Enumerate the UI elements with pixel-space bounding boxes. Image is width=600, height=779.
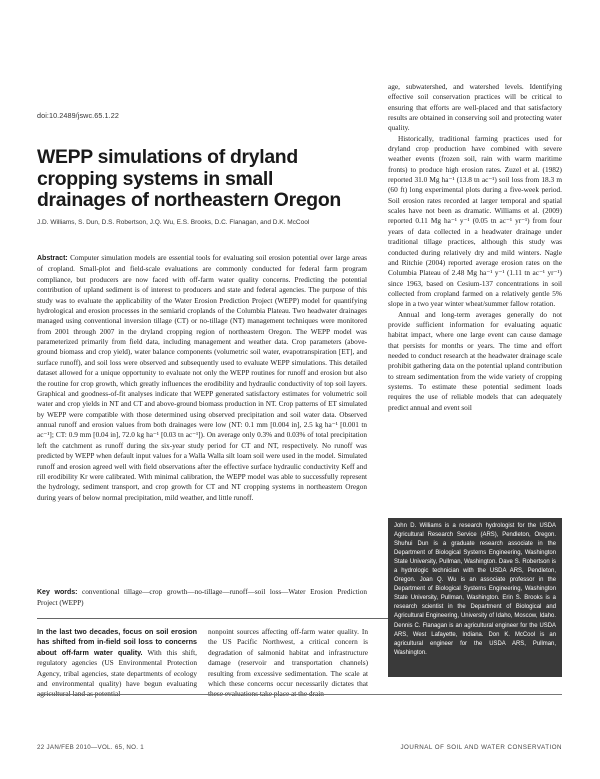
body-column-3 [388, 82, 562, 413]
paragraph: Historically, traditional farming practices used for dryland crop production have combined with severe weather events (frozen soil, rain with warm maritime fronts) to produce high erosion rates. Zuzel et al. (1982) reported 31.0 Mg ha⁻¹ (13.8 tn ac⁻¹) soil loss from 18.3 m (60 ft) long experimental plots during a five-week period. Soil erosion rates recorded at larger temporal and spatial scales have not been as dramatic. Williams et al. (2009) reported 0.11 Mg ha⁻¹ y⁻¹ (0.05 tn ac⁻¹ yr⁻¹) from four years of data collected in a headwater drainage under traditional tillage practices, although this study was conducted during relatively dry and mild winters. Nagle and Ritchie (2004) reported average erosion rates on the Columbia Plateau of 2.48 Mg ha⁻¹ y⁻¹ (1.11 tn ac⁻¹ yr⁻¹) since 1963, based on Cesium-137 concentrations in soil collected from cropland farmed on a relatively gentle 5% slope in a two year winter wheat/summer fallow rotation. [388, 133, 562, 309]
abstract-text: Computer simulation models are essential tools for evaluating soil erosion potential over large areas of cropland. Small-plot and field-scale evaluations are commonly conducted for federal farm program compliance, but producers are now faced with off-farm water quality concerns. Predicting the potential contribution of upland sediment is of interest to producers and state and federal agencies. The purpose of this study was to evaluate the applicability of the Water Erosion Prediction Project (WEPP) model for quantifying hydrological and erosion processes in the semiarid croplands of the Columbia Plateau. Two headwater drainages managed using conventional inversion tillage (CT) or no-tillage (NT) management techniques were monitored from 2001 through 2007 in the dryland cropping region of northeastern Oregon. The WEPP model was parameterized primarily from field data, including management and weather data. Crop parameters (above-ground biomass and crop yield), water balance components (volumetric soil water, evapotranspiration [ET], and surface runoff), and soil loss were observed and subsequently used to evaluate WEPP simulations. This detailed dataset allowed for a unique opportunity to evaluate not only the WEPP routines for runoff and erosion but also the routine for crop growth, which greatly influences the erodibility and hydraulic conductivity of top soil layers. Graphical and goodness-of-fit analyses indicate that WEPP generated satisfactory estimates for volumetric soil water and crop yields in NT and CT and above-ground biomass production in NT. Crop patterns of ET simulated by WEPP were compatible with those determined using observed precipitation and soil water data. Observed annual runoff and erosion values from both drainages were low (NT: 0.1 mm [0.004 in], 2.5 kg ha⁻¹ [0.001 tn ac⁻¹]; CT: 0.9 mm [0.04 in], 72.0 kg ha⁻¹ [0.03 tn ac⁻¹]). On average only 0.3% and 0.03% of total precipitation left the catchment as runoff during the six-year study period for CT and NT, respectively. No runoff was predicted by WEPP when default input values for a Walla Walla silt loam soil were used in the model. Simulated runoff and erosion agreed well with field observations after the effective surface hydraulic conductivity Keff and rill erodibility Kr were calibrated. With minimal calibration, the WEPP model was able to successfully represent the hydrology, sediment transport, and crop growth for CT and NT cropping systems in northeastern Oregon during years of below normal precipitation, mild weather, and little runoff. [37, 254, 368, 502]
body-column-2: nonpoint sources affecting off-farm water quality. In the US Pacific Northwest, a critical concern is degradation of salmonid habitat and infrastructure damage (reservoir and transportation channels) resulting from excessive sedimentation. The scale at which these concerns occur necessarily dictates that these evaluations take place at the drain- [208, 627, 368, 699]
doi: doi:10.2489/jswc.65.1.22 [37, 111, 119, 120]
body-column-1 [37, 627, 197, 700]
keywords-text: conventional tillage—crop growth—no-tillage—runoff—soil loss—Water Erosion Prediction Project (WEPP) [37, 588, 367, 608]
paragraph: age, subwatershed, and watershed levels. Identifying effective soil conservation practices will be critical to ensuring that efforts are well-placed and that satisfactory results are obtained in conserving soil and protecting water quality. [388, 82, 562, 133]
author-bio-text: John D. Williams is a research hydrologist for the USDA Agricultural Research Service (ARS), Pendleton, Oregon. Shuhui Dun is a graduate research associate in the Department of Biological Systems Engineering, Washington State University, Pullman, Washington. Dave S. Robertson is a hydrologic technician with the USDA ARS, Pendleton, Oregon. Joan Q. Wu is an associate professor in the Department of Biological Systems Engineering, Washington State University, Pullman, Washington. Erin S. Brooks is a research scientist in the Department of Biological and Agricultural Engineering, University of Idaho, Moscow, Idaho. Dennis C. Flanagan is an agricultural engineer for the USDA ARS, West Lafayette, Indiana. Don K. McCool is an agricultural engineer for the USDA ARS, Pullman, Washington. [394, 523, 556, 656]
keywords-label: Key words: [37, 589, 78, 596]
author-list: J.D. Williams, S. Dun, D.S. Robertson, J.Q. Wu, E.S. Brooks, D.C. Flanagan, and D.K. McCool [37, 219, 310, 226]
paragraph: Annual and long-term averages generally do not provide sufficient information for evaluating aquatic habitat impact, where one large event can cause damage that persists for months or years. The time and effort needed to conduct research at the headwater drainage scale prohibit gathering data on the potential upland contribution to stream sedimentation from the wide variety of cropping systems. To estimate these potential sediment loads requires the use of reliable models that can adequately predict annual and event soil [388, 309, 562, 412]
article-title: WEPP simulations of dryland cropping systems in small drainages of northeastern Oregon [37, 146, 341, 211]
abstract-label: Abstract: [37, 255, 68, 262]
page-folio: 22 JAN/FEB 2010—VOL. 65, NO. 1 [37, 744, 145, 751]
intro-lead: In the last two decades, focus on soil erosion has shifted from in-field soil loss to concerns about off-farm water quality. [37, 627, 197, 657]
journal-name: JOURNAL OF SOIL AND WATER CONSERVATION [400, 744, 562, 751]
author-bio-box [388, 518, 562, 677]
footer-divider [37, 694, 562, 695]
abstract [37, 253, 367, 503]
keywords [37, 587, 367, 609]
intro-text: With this shift, regulatory agencies (US Environmental Protection Agency, tribal agencies, state departments of ecology and environmental quality) have begun evaluating agricultural land as potential [37, 647, 197, 699]
